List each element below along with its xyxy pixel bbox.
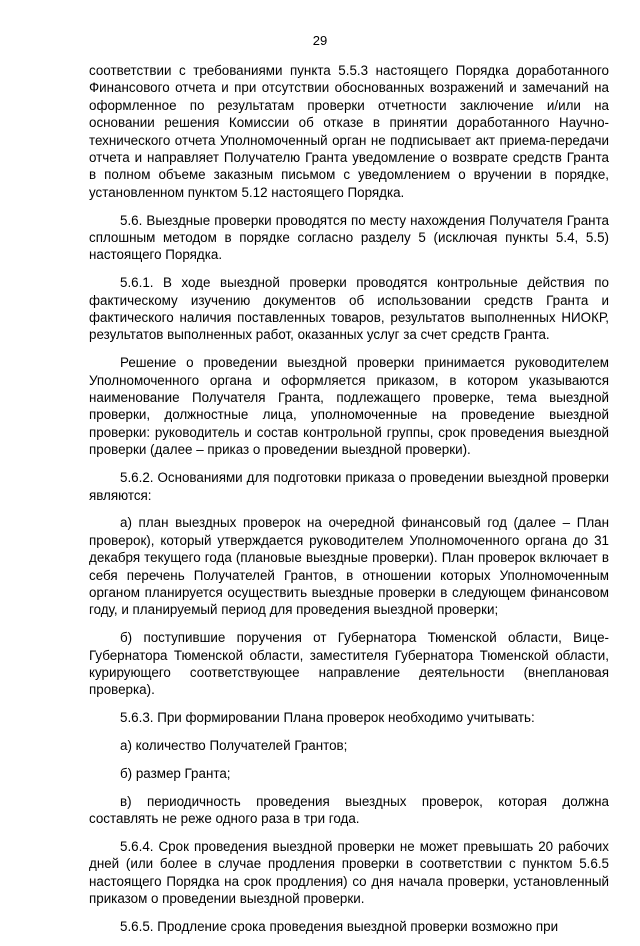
- paragraph: а) количество Получателей Грантов;: [120, 737, 348, 753]
- paragraph: соответствии с требованиями пункта 5.5.3 настоящего Порядка доработанного Финансового отчета и при отсутствии обоснованных возражений и замечаний на оформленное по результатам проверки отчетности заключение и/или на основании решения Комиссии об отказе в принятии доработанного Научно-технического отчета Уполномоченный орган не подписывает акт приема-передачи отчета и направляет Получателю Гранта уведомление о возврате средств Гранта в полном объеме заказным письмом с уведомлением о вручении в порядке, установленном пунктом 5.12 настоящего Порядка.: [89, 63, 609, 200]
- paragraph: 5.6.5. Продление срока проведения выездной проверки возможно при: [120, 918, 559, 934]
- page-number: 29: [312, 33, 328, 48]
- paragraph: б) размер Гранта;: [120, 765, 231, 781]
- paragraph: Решение о проведении выездной проверки принимается руководителем Уполномоченного органа и оформляется приказом, в котором указываются наименование Получателя Гранта, подлежащего проверке, тема выездной проверки, должностные лица, уполномоченные на проведение выездной проверки: руководитель и состав контрольной группы, срок проведения выездной проверки (далее – приказ о проведении выездной проверки).: [89, 355, 609, 458]
- paragraph: 5.6.2. Основаниями для подготовки приказа о проведении выездной проверки являются:: [89, 470, 609, 503]
- paragraph: 5.6.4. Срок проведения выездной проверки не может превышать 20 рабочих дней (или более в случае продления проверки в соответствии с пунктом 5.6.5 настоящего Порядка на срок продления) со дня начала проверки, установленный приказом о проведении выездной проверки.: [89, 838, 609, 906]
- paragraph: 5.6.3. При формировании Плана проверок необходимо учитывать:: [120, 710, 535, 726]
- paragraph: 5.6. Выездные проверки проводятся по месту нахождения Получателя Гранта сплошным методом в порядке согласно разделу 5 (исключая пункты 5.4, 5.5) настоящего Порядка.: [89, 212, 609, 263]
- paragraph: а) план выездных проверок на очередной финансовый год (далее – План проверок), который утверждается руководителем Уполномоченного органа до 31 декабря текущего года (плановые выездные проверки). План проверок включает в себя перечень Получателей Грантов, в отношении которых Уполномоченным органом планируется осуществить выездные проверки в следующем финансовом году, и планируемый период для проведения выездной проверки;: [89, 515, 609, 618]
- paragraph: б) поступившие поручения от Губернатора Тюменской области, Вице-Губернатора Тюменской области, заместителя Губернатора Тюменской области, курирующего соответствующее направление деятельности (внеплановая проверка).: [89, 630, 609, 698]
- paragraph: в) периодичность проведения выездных проверок, которая должна составлять не реже одного раза в три года.: [89, 793, 609, 826]
- paragraph: 5.6.1. В ходе выездной проверки проводятся контрольные действия по фактическому изучению документов об использовании средств Гранта и фактического наличия поставленных товаров, результатов выполненных НИОКР, результатов выполненных работ, оказанных услуг за счет средств Гранта.: [89, 275, 609, 343]
- document-body: [89, 62, 609, 946]
